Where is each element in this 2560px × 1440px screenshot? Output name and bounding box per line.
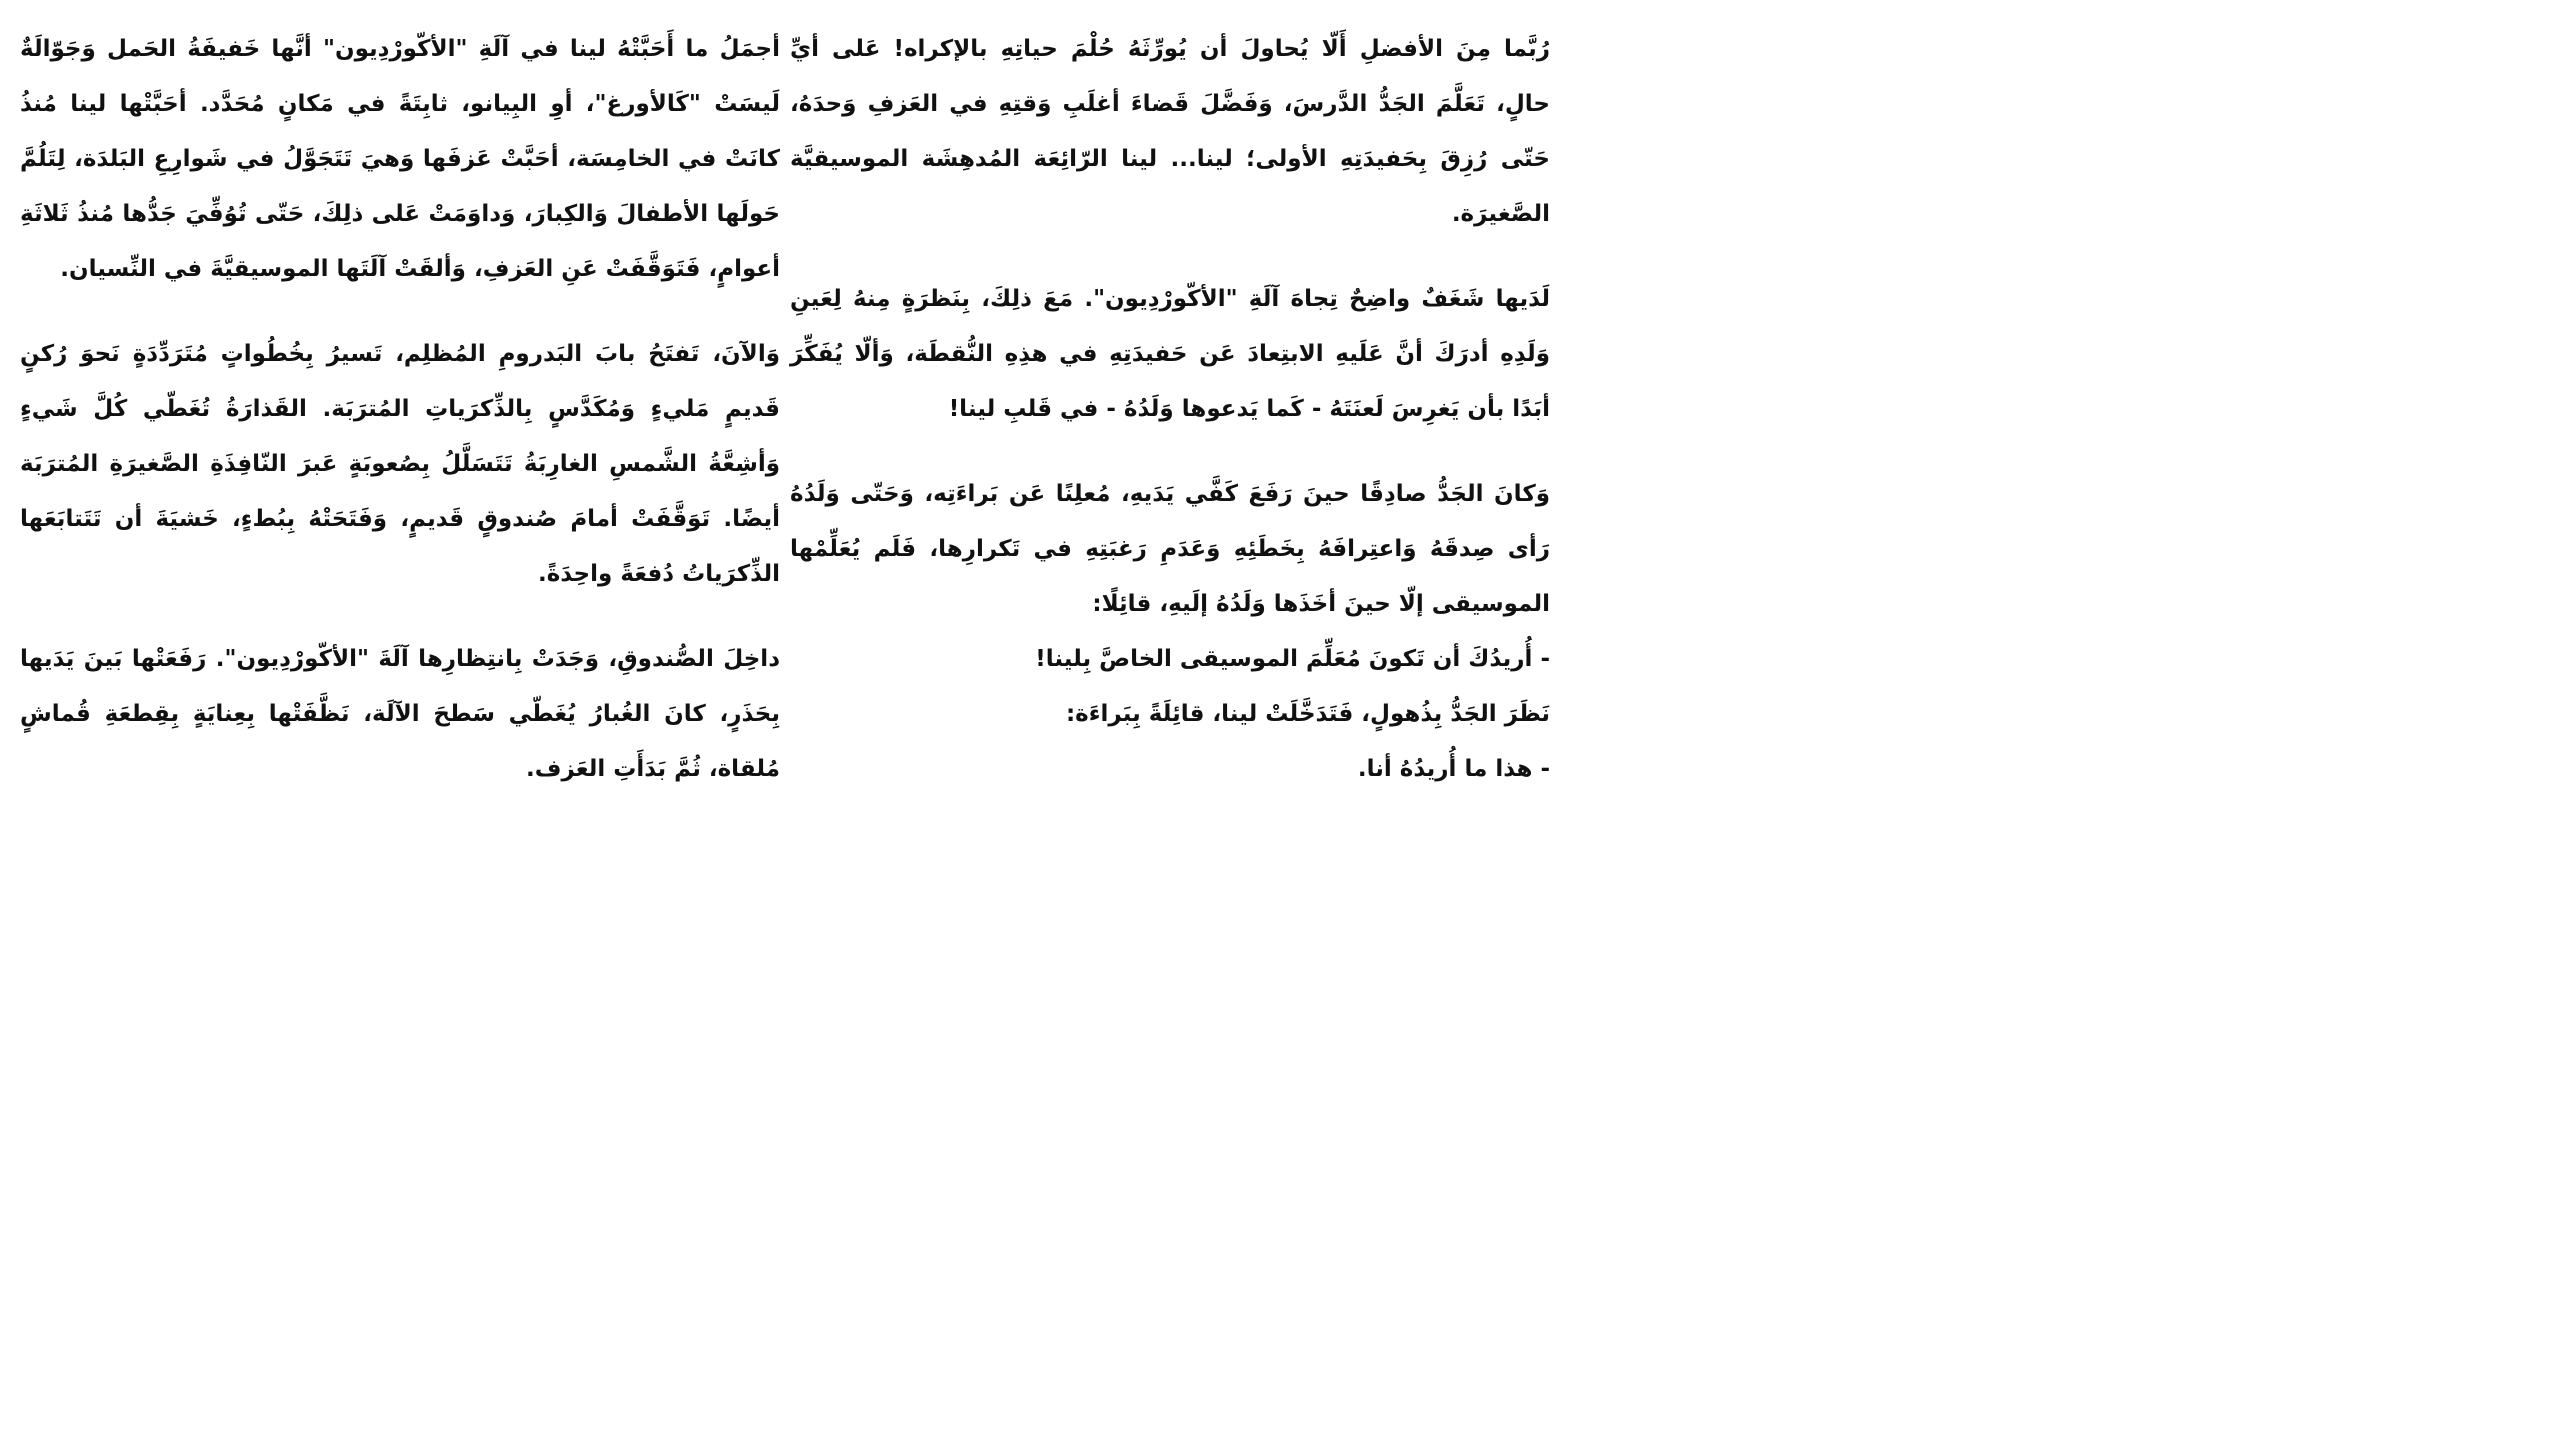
paragraph: لَدَيها شَغَفٌ واضِحٌ تِجاهَ آلَةِ "الأكّورْدِيون". مَعَ ذلِكَ، بِنَظرَةٍ مِنهُ لِعَينِ وَلَدِهِ أدرَكَ أنَّ عَلَيهِ الابتِعادَ عَن حَفيدَتِهِ في هذِهِ النُّقطَة، وَألّا يُفَكِّرَ أبَدًا بأن يَغرِسَ لَعنَتَهُ - كَما يَدعوها وَلَدُهُ - في قَلبِ لينا! [790,286,1550,422]
paragraph: وَكانَ الجَدُّ صادِقًا حينَ رَفَعَ كَفَّي يَدَيهِ، مُعلِنًا عَن بَراءَتِه، وَحَتّى وَلَدُهُ رَأى صِدقَهُ وَاعتِرافَهُ بِخَطَئِهِ وَعَدَمِ رَغبَتِهِ في تَكرارِها، فَلَم يُعَلِّمْها الموسيقى إلّا حينَ أخَذَها وَلَدُهُ إلَيهِ، قائِلًا: [790,481,1550,617]
dialogue-line: نَظَرَ الجَدُّ بِذُهولٍ، فَتَدَخَّلَتْ لينا، قائِلَةً بِبَراءَة: [1065,701,1550,727]
paragraph: رُبَّما مِنَ الأفضلِ أَلّا يُحاولَ أن يُورِّثَهُ حُلْمَ حياتِهِ بالإكراه! عَلى أيِّ حالٍ، تَعَلَّمَ الجَدُّ الدَّرسَ، وَفَضَّلَ قَضاءَ أغلَبِ وَقتِهِ في العَزفِ وَحدَهُ، حَتّى رُزِقَ بِحَفيدَتِهِ الأولى؛ لينا... لينا الرّائِعَة المُدهِشَة الموسيقيَّة الصَّغيرَة. [790,36,1550,227]
paragraph: داخِلَ الصُّندوقِ، وَجَدَتْ بِانتِظارِها آلَةَ "الأكّورْدِيون". رَفَعَتْها بَينَ يَدَيها بِحَذَرٍ، كانَ الغُبارُ يُغَطّي سَطحَ الآلَة، نَظَّفَتْها بِعِنايَةٍ بِقِطعَةِ قُماشٍ مُلقاة، ثُمَّ بَدَأَتِ العَزف. [20,646,780,782]
paragraph: أجمَلُ ما أَحَبَّتْهُ لينا في آلَةِ "الأكّورْدِيون" أنَّها خَفيفَةُ الحَمل وَجَوّالَةٌ لَيسَتْ "كَالأورغ"، أوِ البِيانو، ثابِتَةً في مَكانٍ مُحَدَّد. أحَبَّتْها لينا مُنذُ كانَتْ في الخامِسَة، أحَبَّتْ عَزفَها وَهيَ تَتَجَوَّلُ في شَوارِعِ البَلدَة، لِتَلُمَّ حَولَها الأطفالَ وَالكِبارَ، وَداوَمَتْ عَلى ذلِكَ، حَتّى تُوُفِّيَ جَدُّها مُنذُ ثَلاثَةِ أعوامٍ، فَتَوَقَّفَتْ عَنِ العَزفِ، وَألقَتْ آلَتَها الموسيقيَّةَ في النِّسيان. [20,36,780,282]
left-page [20,22,780,882]
right-page [790,22,1550,882]
dialogue-line: - هذا ما أُريدُهُ أنا. [1357,756,1550,782]
paragraph: وَالآنَ، تَفتَحُ بابَ البَدرومِ المُظلِم، تَسيرُ بِخُطُواتٍ مُتَرَدِّدَةٍ نَحوَ رُكنٍ قَديمٍ مَليءٍ وَمُكَدَّسٍ بِالذِّكرَياتِ المُترَبَة. القَذارَةُ تُغَطّي كُلَّ شَيءٍ وَأشِعَّةُ الشَّمسِ الغارِبَةُ تَتَسَلَّلُ بِصُعوبَةٍ عَبرَ النّافِذَةِ الصَّغيرَةِ المُترَبَة أيضًا. تَوَقَّفَتْ أمامَ صُندوقٍ قَديمٍ، وَفَتَحَتْهُ بِبُطءٍ، خَشيَةَ أن تَتَتابَعَها الذِّكرَياتُ دُفعَةً واحِدَةً. [20,341,780,587]
dialogue-line: - أُريدُكَ أن تَكونَ مُعَلِّمَ الموسيقى الخاصَّ بِلينا! [1035,646,1550,672]
